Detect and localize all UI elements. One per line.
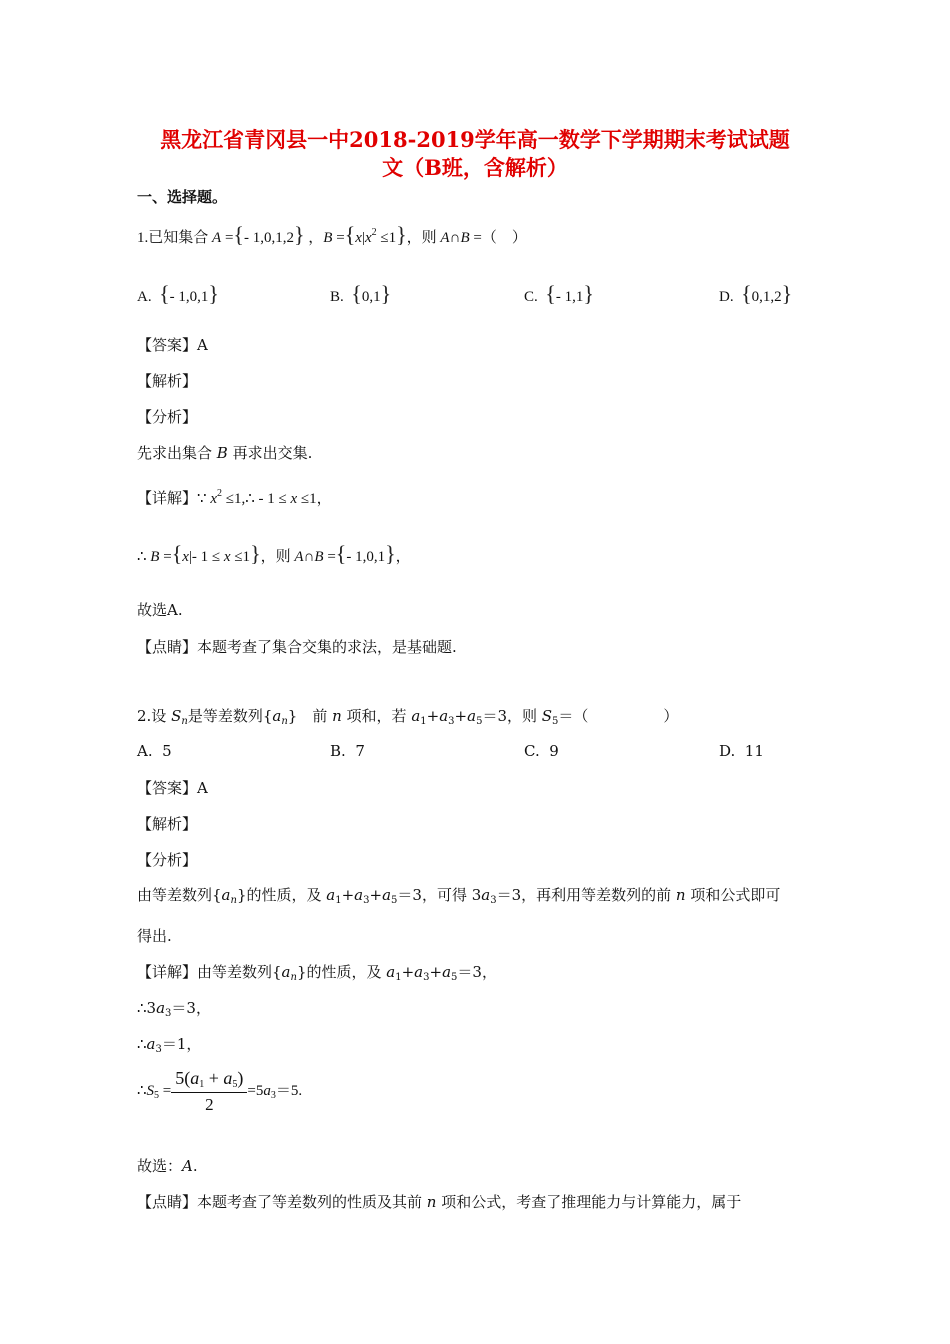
q2-detail-2: $\therefore 3a_3=3$， — [137, 999, 211, 1019]
q2-option-a: A. 5 — [137, 742, 172, 760]
question-2-stem: 2.设 $S_n$是等差数列$\{a_n\}$ 前 n 项和，若 $a_1+a_3+a_5=3$，则 $S_5=$（ ） — [137, 707, 679, 727]
q2-dianjing: 【点睛】本题考查了等差数列的性质及其前 n 项和公式，考查了推理能力与计算能力，属于 — [137, 1193, 742, 1211]
q1-jiexi: 【解析】 — [137, 372, 198, 390]
q1-set-b: $B =\{x|x^2 \le 1\}$ — [323, 222, 407, 247]
q1-answer: 【答案】A — [137, 336, 208, 354]
q1-option-d: D. {0,1,2} — [719, 281, 793, 306]
q1-option-b: B. {0,1} — [330, 281, 392, 306]
q2-jiexi: 【解析】 — [137, 815, 198, 833]
q2-fenxi-text-2: 得出. — [137, 927, 172, 945]
q2-answer: 【答案】A — [137, 779, 208, 797]
document-title-line2: 文（B班，含解析） — [382, 155, 568, 180]
q2-conclusion: 故选：A. — [137, 1157, 198, 1175]
q1-detail-1: 【详解】∵ $x^2$ ≤1,∴ - 1 ≤ x ≤1， — [137, 488, 332, 507]
q2-detail-4: $\therefore S_5$ = $\frac{5(a_1 + a_5)}{2}$ $=5a_3=5$. — [137, 1068, 303, 1114]
q2-fenxi: 【分析】 — [137, 851, 198, 869]
q2-fenxi-text-1: 由等差数列$\{a_n\}$的性质，及 $a_1+a_3+a_5=3$，可得 $3a_3=3$，再利用等差数列的前 n 项和公式即可 — [137, 886, 781, 906]
q1-option-a: A. {- 1,0,1} — [137, 281, 219, 306]
q2-option-b: B. 7 — [330, 742, 365, 760]
q1-fenxi: 【分析】 — [137, 408, 198, 426]
q1-fenxi-text: 先求出集合 B 再求出交集. — [137, 444, 313, 462]
section-heading: 一、选择题。 — [137, 188, 228, 206]
q1-prefix: 1.已知集合 — [137, 230, 209, 246]
document-title-line1: 黑龙江省青冈县一中2018-2019学年高一数学下学期期末考试试题 — [160, 127, 790, 152]
q2-option-d: D. 11 — [719, 742, 764, 760]
q1-dianjing: 【点睛】本题考查了集合交集的求法，是基础题. — [137, 638, 457, 656]
q1-detail-2: ∴ B ={x|- 1 ≤ x ≤1}，则 A∩B ={- 1,0,1}， — [137, 541, 411, 566]
q2-option-c: C. 9 — [524, 742, 559, 760]
q1-option-c: C. {- 1,1} — [524, 281, 594, 306]
q2-detail-3: $\therefore a_3=1$， — [137, 1035, 202, 1055]
question-1-stem: 1.已知集合 A ={- 1,0,1,2} ，$B =\{x|x^2 \le 1\}$，则 A∩B =（ ） — [137, 222, 527, 247]
q1-conclusion: 故选A. — [137, 601, 183, 619]
q1-ask: ，则 A∩B =（ ） — [406, 230, 527, 246]
q1-set-a: A ={- 1,0,1,2} — [212, 222, 305, 247]
q2-detail-1: 【详解】由等差数列$\{a_n\}$的性质，及 $a_1+a_3+a_5=3$， — [137, 963, 497, 983]
